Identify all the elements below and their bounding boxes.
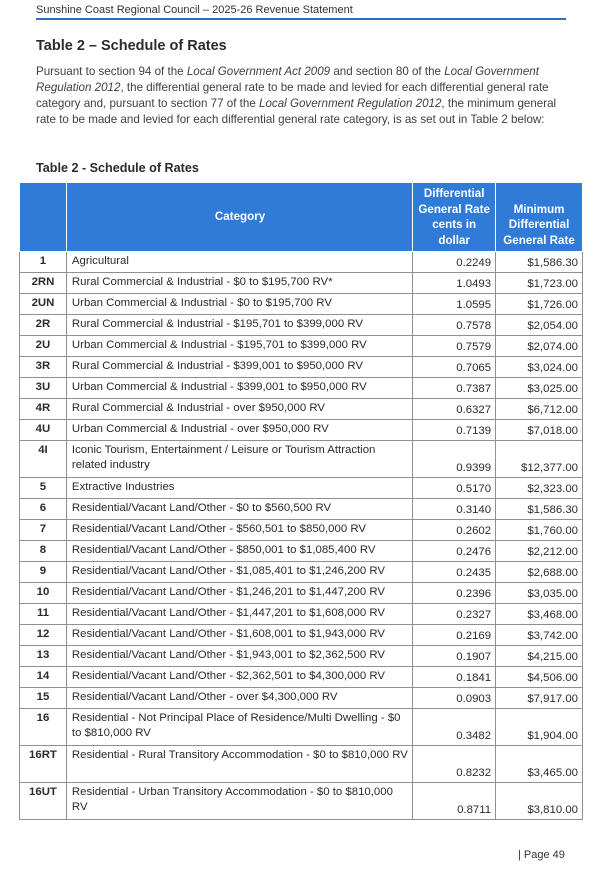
category-cell: Residential/Vacant Land/Other - $1,608,001 to $1,943,000 RV	[66, 625, 412, 646]
intro-text-1: Pursuant to section 94 of the	[36, 65, 187, 78]
rate-code-cell: 16	[20, 709, 67, 746]
table-row	[20, 315, 583, 336]
table-row	[20, 541, 583, 562]
minimum-rate-cell: $3,468.00	[496, 604, 583, 625]
minimum-rate-cell: $3,024.00	[496, 357, 583, 378]
category-cell: Residential/Vacant Land/Other - $1,447,201 to $1,608,000 RV	[66, 604, 412, 625]
category-cell: Residential/Vacant Land/Other - $560,501 to $850,000 RV	[66, 520, 412, 541]
differential-rate-cell: 0.2396	[413, 583, 496, 604]
table-row	[20, 688, 583, 709]
intro-regulation-name-1: Local Government Regulation 2012	[36, 65, 539, 94]
intro-regulation-name-2: Local Government Regulation 2012	[259, 97, 442, 110]
rate-code-cell: 4R	[20, 399, 67, 420]
table-row	[20, 783, 583, 820]
category-cell: Residential/Vacant Land/Other - over $4,300,000 RV	[66, 688, 412, 709]
table-header-row	[20, 183, 583, 252]
minimum-rate-cell: $12,377.00	[496, 441, 583, 478]
intro-paragraph	[36, 64, 564, 128]
rate-code-cell: 2R	[20, 315, 67, 336]
differential-rate-cell: 0.0903	[413, 688, 496, 709]
category-cell: Residential/Vacant Land/Other - $1,085,401 to $1,246,200 RV	[66, 562, 412, 583]
category-cell: Residential/Vacant Land/Other - $0 to $560,500 RV	[66, 499, 412, 520]
category-cell: Rural Commercial & Industrial - over $950,000 RV	[66, 399, 412, 420]
minimum-rate-cell: $3,035.00	[496, 583, 583, 604]
table-row	[20, 709, 583, 746]
table-row	[20, 441, 583, 478]
table-row	[20, 294, 583, 315]
rate-code-cell: 10	[20, 583, 67, 604]
category-cell: Residential/Vacant Land/Other - $850,001 to $1,085,400 RV	[66, 541, 412, 562]
differential-rate-cell: 0.7139	[413, 420, 496, 441]
header-code	[20, 183, 67, 252]
rate-code-cell: 2RN	[20, 273, 67, 294]
differential-rate-cell: 1.0595	[413, 294, 496, 315]
rate-code-cell: 2U	[20, 336, 67, 357]
rate-code-cell: 5	[20, 478, 67, 499]
page-number: | Page 49	[518, 849, 565, 861]
differential-rate-cell: 0.2602	[413, 520, 496, 541]
differential-rate-cell: 0.2169	[413, 625, 496, 646]
intro-act-name: Local Government Act 2009	[186, 65, 331, 78]
table-row	[20, 420, 583, 441]
rate-code-cell: 7	[20, 520, 67, 541]
differential-rate-cell: 0.5170	[413, 478, 496, 499]
section-title: Table 2 – Schedule of Rates	[36, 38, 227, 54]
differential-rate-cell: 0.2327	[413, 604, 496, 625]
intro-text-3: , the differential general rate to be made and levied for each differential general rate category and, pursuant to section 77 of the	[36, 81, 549, 110]
minimum-rate-cell: $1,726.00	[496, 294, 583, 315]
differential-rate-cell: 0.7387	[413, 378, 496, 399]
table-row	[20, 562, 583, 583]
differential-rate-cell: 0.7579	[413, 336, 496, 357]
minimum-rate-cell: $4,215.00	[496, 646, 583, 667]
differential-rate-cell: 0.2249	[413, 252, 496, 273]
rate-code-cell: 16UT	[20, 783, 67, 820]
table-body	[20, 252, 583, 820]
rate-code-cell: 2UN	[20, 294, 67, 315]
rate-code-cell: 4I	[20, 441, 67, 478]
header-minimum-rate: Minimum Differential General Rate	[496, 183, 583, 252]
minimum-rate-cell: $1,904.00	[496, 709, 583, 746]
minimum-rate-cell: $2,054.00	[496, 315, 583, 336]
rate-code-cell: 3R	[20, 357, 67, 378]
minimum-rate-cell: $4,506.00	[496, 667, 583, 688]
table-row	[20, 667, 583, 688]
rate-code-cell: 12	[20, 625, 67, 646]
table-row	[20, 336, 583, 357]
category-cell: Iconic Tourism, Entertainment / Leisure or Tourism Attraction related industry	[66, 441, 412, 478]
differential-rate-cell: 0.8711	[413, 783, 496, 820]
minimum-rate-cell: $1,586.30	[496, 499, 583, 520]
rate-code-cell: 14	[20, 667, 67, 688]
minimum-rate-cell: $1,760.00	[496, 520, 583, 541]
minimum-rate-cell: $7,018.00	[496, 420, 583, 441]
rate-code-cell: 4U	[20, 420, 67, 441]
minimum-rate-cell: $1,586.30	[496, 252, 583, 273]
table-row	[20, 252, 583, 273]
minimum-rate-cell: $2,074.00	[496, 336, 583, 357]
minimum-rate-cell: $7,917.00	[496, 688, 583, 709]
rate-code-cell: 15	[20, 688, 67, 709]
rate-code-cell: 3U	[20, 378, 67, 399]
header-rule	[36, 18, 566, 20]
table-row	[20, 273, 583, 294]
differential-rate-cell: 0.9399	[413, 441, 496, 478]
header-category: Category	[66, 183, 412, 252]
minimum-rate-cell: $3,810.00	[496, 783, 583, 820]
category-cell: Residential/Vacant Land/Other - $2,362,501 to $4,300,000 RV	[66, 667, 412, 688]
category-cell: Rural Commercial & Industrial - $195,701 to $399,000 RV	[66, 315, 412, 336]
differential-rate-cell: 0.7578	[413, 315, 496, 336]
rate-code-cell: 16RT	[20, 746, 67, 783]
rate-code-cell: 13	[20, 646, 67, 667]
table-row	[20, 583, 583, 604]
minimum-rate-cell: $1,723.00	[496, 273, 583, 294]
table-caption: Table 2 - Schedule of Rates	[36, 161, 199, 175]
differential-rate-cell: 0.3140	[413, 499, 496, 520]
rate-code-cell: 6	[20, 499, 67, 520]
category-cell: Residential - Rural Transitory Accommodation - $0 to $810,000 RV	[66, 746, 412, 783]
rate-code-cell: 11	[20, 604, 67, 625]
table-row	[20, 378, 583, 399]
rate-code-cell: 9	[20, 562, 67, 583]
minimum-rate-cell: $2,212.00	[496, 541, 583, 562]
category-cell: Residential/Vacant Land/Other - $1,246,201 to $1,447,200 RV	[66, 583, 412, 604]
table-row	[20, 499, 583, 520]
minimum-rate-cell: $3,025.00	[496, 378, 583, 399]
table-row	[20, 478, 583, 499]
category-cell: Residential - Urban Transitory Accommodation - $0 to $810,000 RV	[66, 783, 412, 820]
table-row	[20, 520, 583, 541]
category-cell: Urban Commercial & Industrial - $399,001 to $950,000 RV	[66, 378, 412, 399]
category-cell: Rural Commercial & Industrial - $0 to $195,700 RV*	[66, 273, 412, 294]
table-row	[20, 746, 583, 783]
table-row	[20, 604, 583, 625]
intro-text-2: and section 80 of the	[330, 65, 445, 78]
minimum-rate-cell: $2,323.00	[496, 478, 583, 499]
table-row	[20, 625, 583, 646]
running-header: Sunshine Coast Regional Council – 2025-26 Revenue Statement	[36, 4, 353, 16]
differential-rate-cell: 0.1907	[413, 646, 496, 667]
differential-rate-cell: 1.0493	[413, 273, 496, 294]
differential-rate-cell: 0.1841	[413, 667, 496, 688]
intro-text-4: , the minimum general rate to be made and levied for each differential general rate category, is as set out in Table 2 below:	[36, 97, 557, 126]
minimum-rate-cell: $6,712.00	[496, 399, 583, 420]
header-differential-rate: Differential General Rate cents in dollar	[413, 183, 496, 252]
category-cell: Residential - Not Principal Place of Residence/Multi Dwelling - $0 to $810,000 RV	[66, 709, 412, 746]
differential-rate-cell: 0.3482	[413, 709, 496, 746]
category-cell: Urban Commercial & Industrial - $0 to $195,700 RV	[66, 294, 412, 315]
category-cell: Residential/Vacant Land/Other - $1,943,001 to $2,362,500 RV	[66, 646, 412, 667]
differential-rate-cell: 0.7065	[413, 357, 496, 378]
minimum-rate-cell: $2,688.00	[496, 562, 583, 583]
table-row	[20, 357, 583, 378]
minimum-rate-cell: $3,742.00	[496, 625, 583, 646]
table-row	[20, 646, 583, 667]
schedule-of-rates-table	[19, 182, 583, 820]
table-row	[20, 399, 583, 420]
differential-rate-cell: 0.8232	[413, 746, 496, 783]
category-cell: Extractive Industries	[66, 478, 412, 499]
differential-rate-cell: 0.2435	[413, 562, 496, 583]
minimum-rate-cell: $3,465.00	[496, 746, 583, 783]
rate-code-cell: 1	[20, 252, 67, 273]
rate-code-cell: 8	[20, 541, 67, 562]
category-cell: Rural Commercial & Industrial - $399,001 to $950,000 RV	[66, 357, 412, 378]
category-cell: Urban Commercial & Industrial - $195,701 to $399,000 RV	[66, 336, 412, 357]
differential-rate-cell: 0.2476	[413, 541, 496, 562]
category-cell: Agricultural	[66, 252, 412, 273]
differential-rate-cell: 0.6327	[413, 399, 496, 420]
category-cell: Urban Commercial & Industrial - over $950,000 RV	[66, 420, 412, 441]
